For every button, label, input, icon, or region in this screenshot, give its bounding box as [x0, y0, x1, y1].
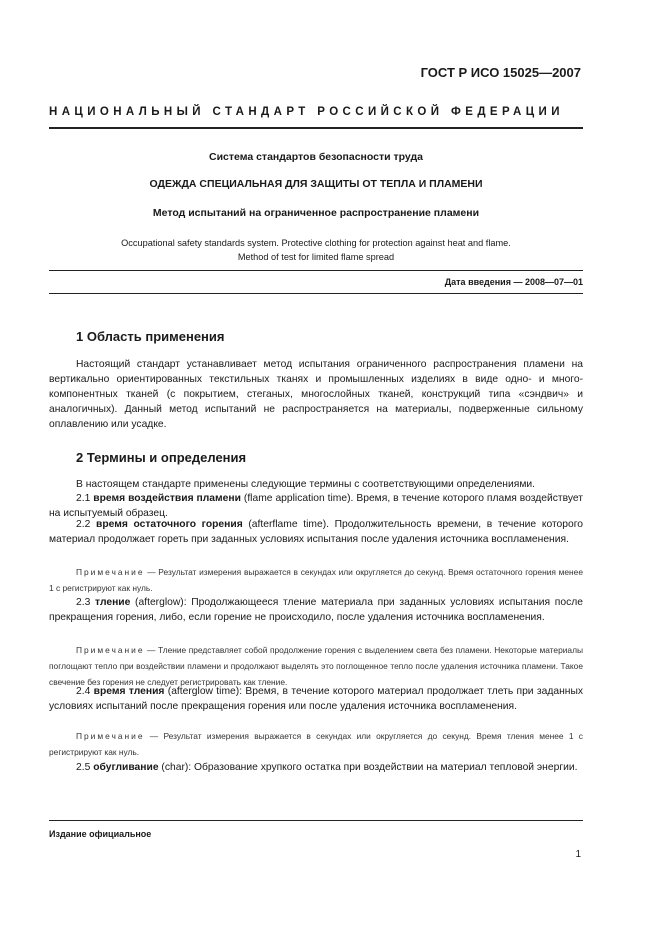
- date-top-rule: [49, 270, 583, 271]
- term-2-4-name: время тления: [93, 686, 165, 697]
- term-2-3-definition: (afterglow): Продолжающееся тление материала при заданных условиях испытания после прекращения горения, либо, если горение не происходило, после удаления источника воспламенения.: [49, 597, 583, 623]
- footer-rule: [49, 820, 583, 821]
- note-2-3-label: Примечание: [76, 645, 145, 655]
- term-2-4: [49, 684, 583, 714]
- note-2-3-text: — Тление представляет собой продолжение горения с выделением света без пламени. Некоторые материалы поглощают тепло при воздействии пламени и продолжают выделять это поглощенное тепло после удаления источника пламени. Такое свечение без горения не следует регистрировать как тление.: [49, 645, 583, 687]
- english-title: [49, 236, 583, 264]
- introduction-date: Дата введения — 2008—07—01: [444, 277, 583, 287]
- header-rule: [49, 127, 583, 129]
- section-2-intro: В настоящем стандарте применены следующие термины с соответствующими определениями.: [76, 479, 536, 490]
- document-code: ГОСТ Р ИСО 15025—2007: [420, 65, 581, 80]
- system-title: Система стандартов безопасности труда: [208, 151, 424, 163]
- note-2-2-label: Примечание: [76, 567, 145, 577]
- note-2-4: [49, 728, 583, 760]
- term-2-5: [49, 760, 583, 775]
- term-2-5-definition: (char): Образование хрупкого остатка при воздействии на материал тепловой энергии.: [158, 762, 578, 773]
- section-1-heading: 1 Область применения: [76, 329, 225, 344]
- term-2-1-number: 2.1: [76, 493, 91, 504]
- section-1-text: Настоящий стандарт устанавливает метод испытания ограниченного распространения пламени на вертикально ориентированных текстильных тканях и промышленных изделиях в виде одно- и много-компонентных тканей (с покрытием, стеганых, многослойных тканей, конструкций типа «сэндвич» и аналогичных). Данный метод испытаний не распространяется на материалы, подверженные сильному оплавлению или усадке.: [49, 359, 583, 430]
- term-2-2-name: время остаточного горения: [96, 519, 243, 530]
- term-2-4-number: 2.4: [76, 686, 91, 697]
- term-2-4-definition: (afterglow time): Время, в течение которого материал продолжает тлеть при заданных условиях испытаний после прекращения горения или после удаления источника воспламенения.: [49, 686, 583, 712]
- main-title: ОДЕЖДА СПЕЦИАЛЬНАЯ ДЛЯ ЗАЩИТЫ ОТ ТЕПЛА И ПЛАМЕНИ: [149, 178, 483, 190]
- page-number: 1: [575, 849, 581, 860]
- method-title: Метод испытаний на ограниченное распространение пламени: [152, 207, 480, 219]
- term-2-3: [49, 595, 583, 625]
- term-2-5-name: обугливание: [93, 762, 159, 773]
- english-title-line-2: Method of test for limited flame spread: [237, 252, 395, 262]
- english-title-line-1: Occupational safety standards system. Protective clothing for protection against heat and flame.: [121, 238, 511, 248]
- section-2-heading: 2 Термины и определения: [76, 450, 247, 465]
- term-2-1-name: время воздействия пламени: [93, 493, 241, 504]
- term-2-2-number: 2.2: [76, 519, 91, 530]
- term-2-2-definition: (afterflame time). Продолжительность времени, в течение которого материал продолжает гореть при заданных условиях испытания после удаления источника воспламенения.: [49, 519, 583, 545]
- note-2-4-text: — Результат измерения выражается в секундах или округляется до секунд. Время тления менее 1 с регистрируют как нуль.: [49, 731, 583, 757]
- term-2-3-name: тление: [95, 597, 131, 608]
- term-2-5-number: 2.5: [76, 762, 91, 773]
- term-2-1-definition: (flame application time). Время, в течение которого пламя воздействует на испытуемый образец.: [49, 493, 583, 519]
- national-standard-banner: НАЦИОНАЛЬНЫЙ СТАНДАРТ РОССИЙСКОЙ ФЕДЕРАЦИИ: [49, 106, 564, 118]
- note-2-4-label: Примечание: [76, 731, 145, 741]
- edition-label: Издание официальное: [49, 829, 152, 839]
- note-2-2-text: — Результат измерения выражается в секундах или округляется до секунд. Время остаточного горения менее 1 с регистрируют как нуль.: [49, 567, 583, 593]
- term-2-3-number: 2.3: [76, 597, 91, 608]
- note-2-3: [49, 642, 583, 690]
- term-2-2: [49, 517, 583, 547]
- note-2-2: [49, 564, 583, 596]
- date-bottom-rule: [49, 293, 583, 294]
